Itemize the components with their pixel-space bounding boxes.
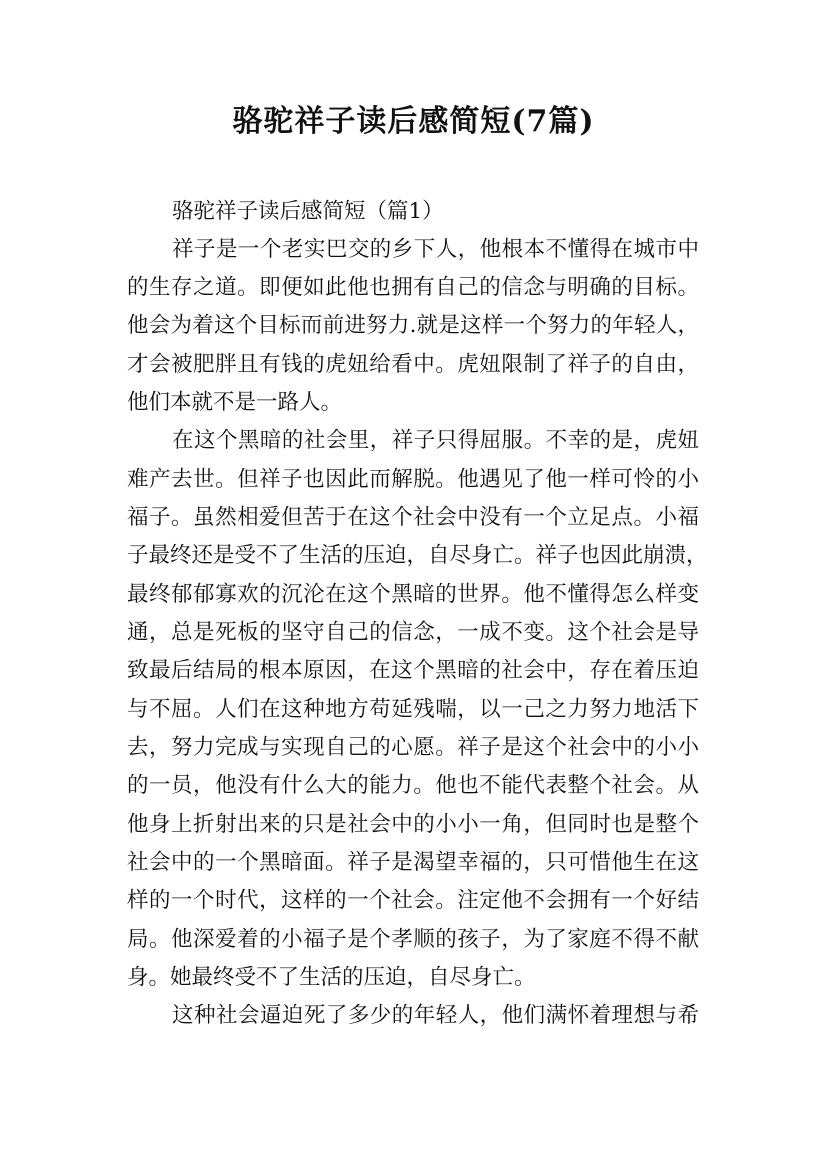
- body-text-line: 身。她最终受不了生活的压迫，自尽身亡。: [127, 965, 536, 990]
- body-text-line: 与不屈。人们在这种地方苟延残喘，以一己之力努力地活下: [127, 697, 699, 722]
- body-text-line: 这种社会逼迫死了多少的年轻人，他们满怀着理想与希: [172, 1003, 699, 1028]
- body-text-line: 他身上折射出来的只是社会中的小小一角，但同时也是整个: [127, 812, 699, 837]
- body-text-line: 在这个黑暗的社会里，祥子只得屈服。不幸的是，虎妞: [172, 428, 699, 453]
- body-text-line: 去，努力完成与实现自己的心愿。祥子是这个社会中的小小: [127, 735, 699, 760]
- body-text-line: 子最终还是受不了生活的压迫，自尽身亡。祥子也因此崩溃，: [127, 543, 708, 568]
- body-text-line: 通，总是死板的坚守自己的信念，一成不变。这个社会是导: [127, 620, 699, 645]
- body-text-line: 局。他深爱着的小福子是个孝顺的孩子，为了家庭不得不献: [127, 927, 699, 952]
- document-title: 骆驼祥子读后感简短(7篇): [232, 104, 595, 139]
- body-text-line: 他们本就不是一路人。: [127, 390, 343, 415]
- body-text-line: 祥子是一个老实巴交的乡下人，他根本不懂得在城市中: [172, 237, 699, 262]
- body-text-line: 的一员，他没有什么大的能力。他也不能代表整个社会。从: [127, 773, 699, 798]
- body-text-line: 致最后结局的根本原因，在这个黑暗的社会中，存在着压迫: [127, 658, 699, 683]
- body-text-line: 的生存之道。即便如此他也拥有自己的信念与明确的目标。: [127, 275, 699, 300]
- body-text-line: 才会被肥胖且有钱的虎妞给看中。虎妞限制了祥子的自由，: [127, 352, 699, 377]
- body-text-line: 福子。虽然相爱但苦于在这个社会中没有一个立足点。小福: [127, 505, 699, 530]
- section-heading: 骆驼祥子读后感简短（篇1）: [172, 199, 444, 224]
- body-text-line: 最终郁郁寡欢的沉沦在这个黑暗的世界。他不懂得怎么样变: [127, 582, 699, 607]
- body-text-line: 样的一个时代，这样的一个社会。注定他不会拥有一个好结: [127, 888, 699, 913]
- body-text-line: 社会中的一个黑暗面。祥子是渴望幸福的，只可惜他生在这: [127, 850, 699, 875]
- body-text-line: 难产去世。但祥子也因此而解脱。他遇见了他一样可怜的小: [127, 467, 699, 492]
- body-text-line: 他会为着这个目标而前进努力.就是这样一个努力的年轻人，: [127, 313, 699, 338]
